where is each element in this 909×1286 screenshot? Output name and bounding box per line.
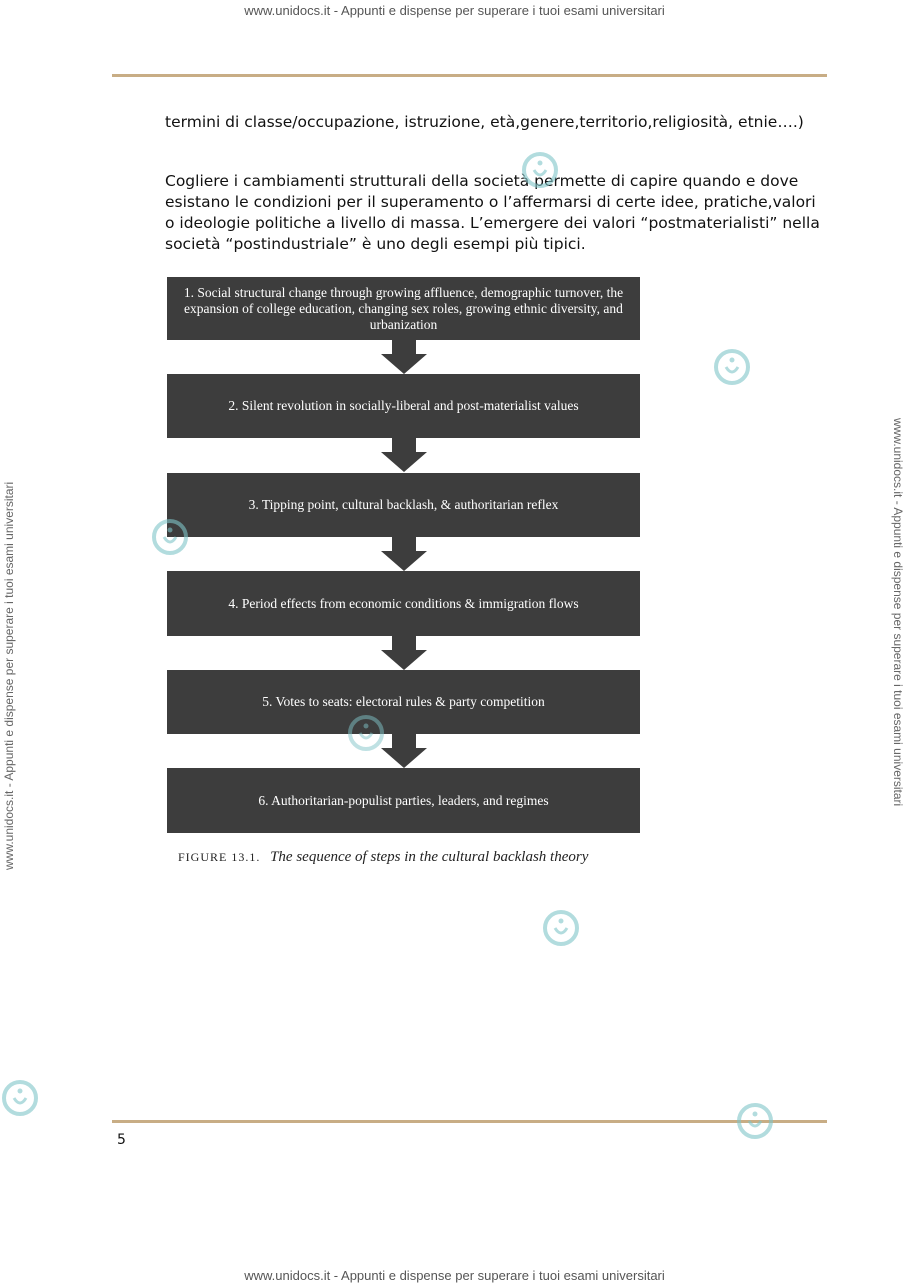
page-number: 5 [117,1132,126,1148]
watermark-logo-icon [712,347,752,387]
step-box-4: 4. Period effects from economic conditions & immigration flows [167,571,640,636]
paragraph-1-text: termini di classe/occupazione, istruzione, età,genere,territorio,religiosità, etnie….) [165,113,804,131]
down-arrow-icon [381,340,427,374]
watermark-logo-icon [150,517,190,557]
step-box-1: 1. Social structural change through growing affluence, demographic turnover, the expansion of college education, changing sex roles, growing ethnic diversity, and urbanization [167,277,640,340]
watermark-logo-icon [520,150,560,190]
paragraph-2 [165,171,825,255]
down-arrow-icon [381,438,427,472]
watermark-logo-icon [541,908,581,948]
figure-caption [178,849,588,866]
watermark-logo-icon [346,713,386,753]
header-rule [112,74,827,77]
step-box-2: 2. Silent revolution in socially-liberal and post-materialist values [167,374,640,438]
paragraph-1 [165,112,825,133]
watermark-bottom: www.unidocs.it - Appunti e dispense per superare i tuoi esami universitari [244,1268,665,1283]
watermark-top: www.unidocs.it - Appunti e dispense per superare i tuoi esami universitari [244,3,665,18]
footer-rule [112,1120,827,1123]
watermark-left: www.unidocs.it - Appunti e dispense per superare i tuoi esami universitari [2,481,16,870]
step-box-3: 3. Tipping point, cultural backlash, & authoritarian reflex [167,473,640,537]
down-arrow-icon [381,734,427,768]
figure-caption-text: The sequence of steps in the cultural backlash theory [270,849,589,865]
watermark-logo-icon [0,1078,40,1118]
step-box-6: 6. Authoritarian-populist parties, leaders, and regimes [167,768,640,833]
watermark-right: www.unidocs.it - Appunti e dispense per superare i tuoi esami universitari [891,418,905,807]
down-arrow-icon [381,636,427,670]
figure-caption-label: FIGURE 13.1. [178,850,261,864]
paragraph-2-text: Cogliere i cambiamenti strutturali della società permette di capire quando e dove esistano le condizioni per il superamento o l’affermarsi di certe idee, pratiche,valori o ideologie politiche a livello di massa. L’emergere dei valori “postmaterialisti” nella società “postindustriale” è uno degli esempi più tipici. [165,172,820,253]
step-box-5: 5. Votes to seats: electoral rules & party competition [167,670,640,734]
down-arrow-icon [381,537,427,571]
watermark-logo-icon [735,1101,775,1141]
